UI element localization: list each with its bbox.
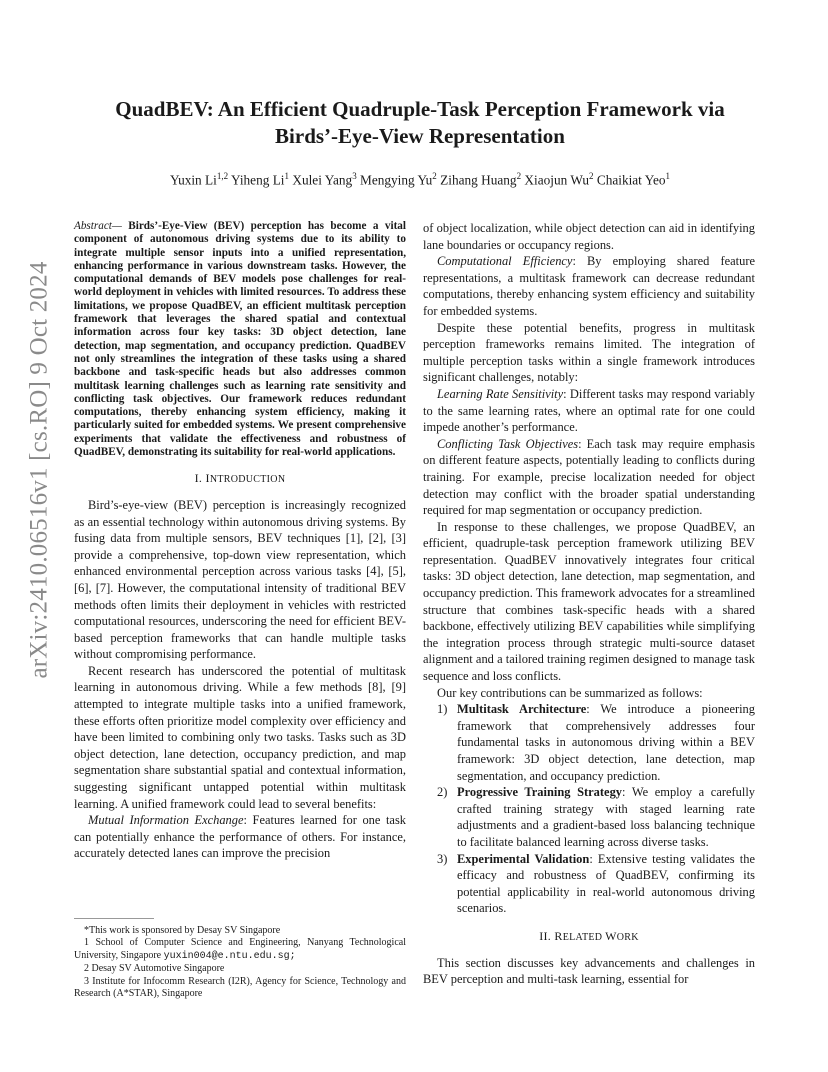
author-name: Yuxin Li bbox=[169, 172, 217, 188]
contribution-title: Multitask Architecture bbox=[457, 702, 587, 717]
footnotes bbox=[74, 918, 406, 1000]
contribution-number: 2) bbox=[437, 785, 448, 800]
author-email: yuxin004@e.ntu.edu.sg; bbox=[163, 950, 296, 962]
contribution-number: 3) bbox=[437, 851, 448, 866]
author-affiliation: 3 bbox=[352, 171, 357, 181]
author-affiliation: 2 bbox=[516, 171, 522, 181]
computational-efficiency-text: : By employing shared feature representations, a multitask framework can decrease redundant computations, thereby enhancing system efficiency and suitability for embedded systems. bbox=[423, 254, 755, 318]
section-smallcaps: ELATED bbox=[562, 931, 606, 943]
contribution-number: 1) bbox=[437, 702, 448, 717]
arxiv-identifier-text: arXiv:2410.06516v1 [cs.RO] 9 Oct 2024 bbox=[26, 261, 54, 679]
section-heading-related-work bbox=[423, 928, 755, 947]
author-name: Yiheng Li bbox=[230, 172, 285, 188]
contribution-text: : We employ a carefully crafted training strategy with staged learning rate adjustments and a gradient-based loss balancing technique to facilitate balanced learning across diverse tasks. bbox=[457, 785, 755, 849]
footnote-affiliation-1-text: 1 School of Computer Science and Engineering, Nanyang Technological University, Singapore bbox=[74, 937, 406, 961]
footnote-affiliation-2: 2 Desay SV Automotive Singapore bbox=[84, 963, 225, 975]
author-name: Xulei Yang bbox=[292, 172, 353, 188]
computational-efficiency-paragraph bbox=[423, 253, 755, 319]
learning-rate-paragraph bbox=[423, 386, 755, 436]
author-name: Chaikiat Yeo bbox=[596, 172, 666, 188]
mutual-information-continued: of object localization, while object detection can aid in identifying lane boundaries or occupancy regions. bbox=[423, 221, 755, 252]
learning-rate-text: : Different tasks may respond variably to the same learning rates, where an optimal rate for one could impede another’s performance. bbox=[423, 386, 755, 435]
contribution-item bbox=[423, 701, 755, 784]
arxiv-identifier bbox=[14, 240, 66, 700]
intro-paragraph-2: Recent research has underscored the potential of multitask learning in autonomous driving. While a few methods [8], [9] attempted to integrate multiple tasks into a unified framework, these efforts often prioritize model complexity over efficiency and have been limited to combining only two tasks. Tasks such as 3D object detection, lane detection, occupancy prediction, and map segmentation share substantial spatial and contextual information, suggesting significant untapped potential within multitask learning. A unified framework could lead to several benefits: bbox=[74, 663, 406, 811]
computational-efficiency-term: Computational Efficiency bbox=[437, 254, 573, 269]
section-heading-introduction bbox=[74, 470, 406, 489]
section-smallcaps: NTRODUCTION bbox=[209, 474, 286, 486]
left-column bbox=[74, 220, 406, 862]
intro-paragraph-1: Bird’s-eye-view (BEV) perception is increasingly recognized as an essential technology within autonomous driving systems. By fusing data from multiple sensors, BEV techniques [1], [2], [3] provide a comprehensive, top-down view representation, which enhanced environmental perception across various tasks [4], [5], [6], [7]. However, the computational intensity of traditional BEV methods often limits their deployment in vehicles with restricted computational resources, underscoring the need for efficient BEV-based perception frameworks that can handle multiple tasks without compromising performance. bbox=[74, 497, 406, 662]
section-smallcaps: ORK bbox=[616, 931, 639, 943]
contribution-title: Experimental Validation bbox=[457, 851, 590, 866]
contribution-text: : Extensive testing validates the efficacy and robustness of QuadBEV, confirming its potential applicability in real-world autonomous driving scenarios. bbox=[457, 851, 755, 916]
author-affiliation: 2 bbox=[589, 171, 594, 181]
author-affiliation: 1,2 bbox=[216, 171, 229, 181]
despite-paragraph: Despite these potential benefits, progress in multitask perception frameworks remains limited. The integration of multiple perception tasks within a single framework introduces significant challenges, notably: bbox=[423, 320, 755, 385]
response-paragraph: In response to these challenges, we propose QuadBEV, an efficient, quadruple-task perception framework utilizing BEV representation. QuadBEV innovatively integrates four critical tasks: 3D object detection, lane detection, map segmentation, and occupancy prediction. This framework advocates for a streamlined structure that combines task-specific heads with a shared backbone, effectively utilizing BEV capabilities while simplifying the integration process through strategic multi-source dataset alignment and a tailored training regimen designed to manage task sequence and loss conflicts. bbox=[423, 519, 755, 684]
abstract-lead: Abstract— bbox=[74, 220, 122, 232]
footnote-rule bbox=[74, 918, 154, 919]
abstract bbox=[74, 220, 406, 459]
right-column bbox=[423, 220, 755, 988]
footnote-affiliation-3: 3 Institute for Infocomm Research (I2R), Agency for Science, Technology and Research (A*STAR), Singapore bbox=[74, 975, 406, 1000]
contribution-item bbox=[423, 851, 755, 917]
mutual-information-term: Mutual Information Exchange bbox=[88, 813, 244, 828]
section-initial: W bbox=[605, 928, 617, 943]
author-list bbox=[60, 171, 780, 188]
learning-rate-term: Learning Rate Sensitivity bbox=[437, 386, 564, 401]
contribution-text: : We introduce a pioneering framework that comprehensively addresses four fundamental tasks in autonomous driving within a BEV framework: 3D object detection, lane detection, map segmentation, and occupancy prediction. bbox=[457, 702, 755, 783]
section-initial: I bbox=[205, 471, 210, 486]
abstract-text: Birds’-Eye-View (BEV) perception has become a vital component of autonomous driving systems due to its ability to integrate multiple sensor inputs into a unified representation, enhancing performance in various downstream tasks. However, the computational demands of BEV models pose challenges for real-world deployment in vehicles with limited resources. To address these limitations, we propose QuadBEV, an efficient multitask perception framework that leverages the shared spatial and contextual information across four key tasks: 3D object detection, lane detection, map segmentation, and occupancy prediction. QuadBEV not only streamlines the integration of these tasks using a shared backbone and task-specific heads but also addresses common multitask learning challenges such as learning rate sensitivity and conflicting task objectives. Our framework reduces redundant computations, thereby enhancing system efficiency, making it particularly suited for embedded systems. We present comprehensive experiments that validate the effectiveness and robustness of QuadBEV, demonstrating its suitability for real-world applications. bbox=[74, 220, 406, 459]
conflicting-objectives-paragraph bbox=[423, 436, 755, 519]
author-affiliation: 1 bbox=[665, 171, 671, 181]
footnote-sponsor: *This work is sponsored by Desay SV Singapore bbox=[84, 925, 281, 936]
conflicting-objectives-text: : Each task may require emphasis on different feature aspects, potentially leading to conflicts during training. For example, precise localization needed for object detection may conflict with the broader spatial understanding required for map segmentation or occupancy prediction. bbox=[423, 436, 755, 518]
author-name: Mengying Yu bbox=[360, 172, 433, 188]
author-name: Zihang Huang bbox=[440, 172, 517, 188]
author-affiliation: 2 bbox=[432, 171, 437, 181]
related-work-paragraph: This section discusses key advancements and challenges in BEV perception and multi-task learning, essential for bbox=[423, 955, 755, 987]
section-numeral: I. bbox=[194, 471, 206, 486]
contribution-item bbox=[423, 784, 755, 850]
paper-title bbox=[60, 96, 780, 150]
footnote-affiliation-1 bbox=[74, 937, 406, 963]
contributions-intro: Our key contributions can be summarized as follows: bbox=[437, 685, 703, 700]
author-affiliation: 1 bbox=[284, 171, 290, 181]
contribution-title: Progressive Training Strategy bbox=[457, 785, 623, 800]
author-name: Xiaojun Wu bbox=[524, 172, 589, 188]
section-initial: R bbox=[554, 928, 563, 943]
contribution-list bbox=[423, 701, 755, 917]
conflicting-objectives-term: Conflicting Task Objectives bbox=[437, 436, 579, 451]
section-numeral: II. bbox=[539, 928, 555, 943]
paper-title-line-1: QuadBEV: An Efficient Quadruple-Task Perception Framework via bbox=[115, 97, 725, 121]
paper-title-line-2: Birds’-Eye-View Representation bbox=[275, 124, 565, 148]
mutual-information-paragraph bbox=[74, 812, 406, 862]
mutual-information-text-head: : Features learned for one task can potentially enhance the performance of others. For instance, accurately detected lanes can improve the precision bbox=[74, 813, 406, 861]
